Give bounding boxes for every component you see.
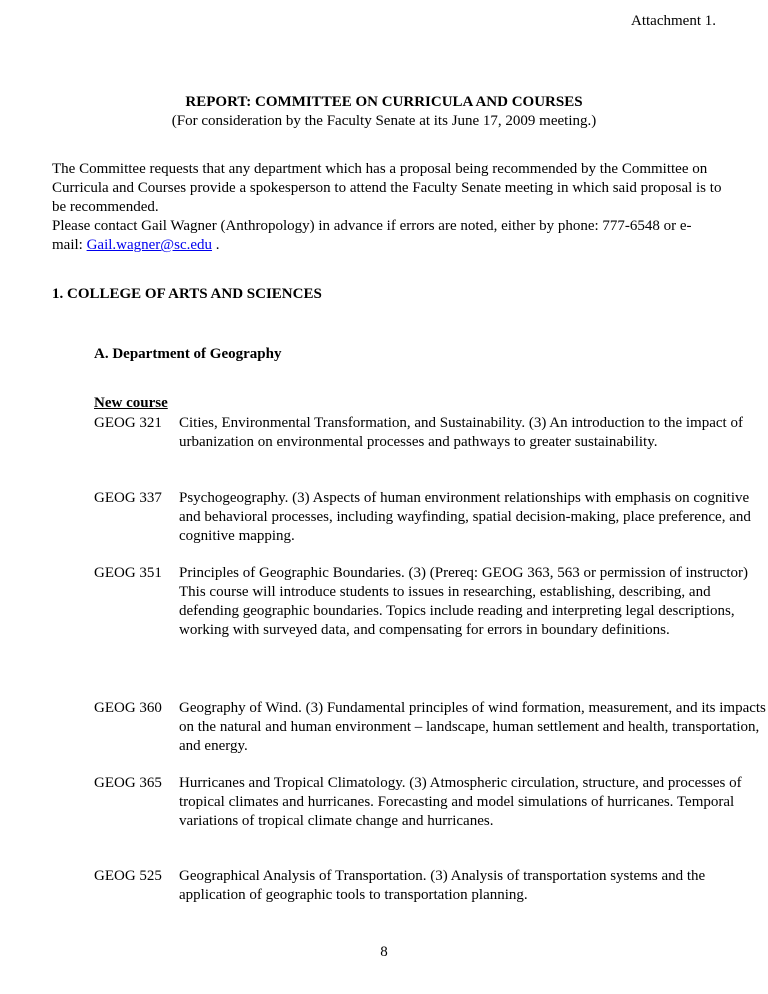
contact-suffix: . (212, 237, 220, 253)
course-code: GEOG 337 (94, 490, 162, 506)
course-description: Cities, Environmental Transformation, and Sustainability. (3) An introduction to the impact of urbanization on environmental processes and pathways to greater sustainability. (179, 415, 743, 450)
page-number: 8 (380, 944, 388, 960)
course-code: GEOG 360 (94, 700, 162, 716)
course-description: Geographical Analysis of Transportation. (3) Analysis of transportation systems and the application of geographic tools to transportation planning. (179, 868, 706, 903)
attachment-label: Attachment 1. (631, 13, 716, 29)
course-code: GEOG 365 (94, 775, 162, 791)
intro-paragraph-1: The Committee requests that any department which has a proposal being recommended by the Committee on Curricula and Courses provide a spokesperson to attend the Faculty Senate meeting in which said proposal is to be recommended. (52, 161, 722, 215)
course-description: Geography of Wind. (3) Fundamental principles of wind formation, measurement, and its impacts on the natural and human environment – landscape, human settlement and health, transportation, and energy. (179, 700, 766, 754)
contact-text: Please contact Gail Wagner (Anthropology) in advance if errors are noted, either by phone: 777-6548 or e-mail: (52, 218, 692, 253)
new-course-label: New course (94, 395, 168, 411)
report-header (0, 93, 768, 131)
course-code: GEOG 321 (94, 415, 162, 431)
course-description: Principles of Geographic Boundaries. (3) (Prereq: GEOG 363, 563 or permission of instructor) This course will introduce students to issues in researching, establishing, describing, and defending geographic boundaries. Topics include reading and interpreting legal descriptions, working with surveyed data, and compensating for errors in boundary definitions. (179, 565, 749, 638)
department-heading: A. Department of Geography (94, 346, 282, 362)
intro-text (52, 160, 722, 255)
course-code: GEOG 351 (94, 565, 162, 581)
report-subtitle: (For consideration by the Faculty Senate at its June 17, 2009 meeting.) (171, 113, 597, 129)
course-code: GEOG 525 (94, 868, 162, 884)
course-description: Psychogeography. (3) Aspects of human environment relationships with emphasis on cognitive and behavioral processes, including wayfinding, spatial decision-making, place preference, and cognitive mapping. (179, 490, 751, 544)
report-title: REPORT: COMMITTEE ON CURRICULA AND COURSES (185, 94, 583, 110)
section-heading: 1. COLLEGE OF ARTS AND SCIENCES (52, 286, 322, 302)
intro-paragraph-2 (52, 217, 722, 255)
email-link[interactable]: Gail.wagner@sc.edu (86, 237, 213, 253)
course-description: Hurricanes and Tropical Climatology. (3) Atmospheric circulation, structure, and processes of tropical climates and hurricanes. Forecasting and model simulations of hurricanes. Temporal variations of tropical climate change and hurricanes. (179, 775, 742, 829)
